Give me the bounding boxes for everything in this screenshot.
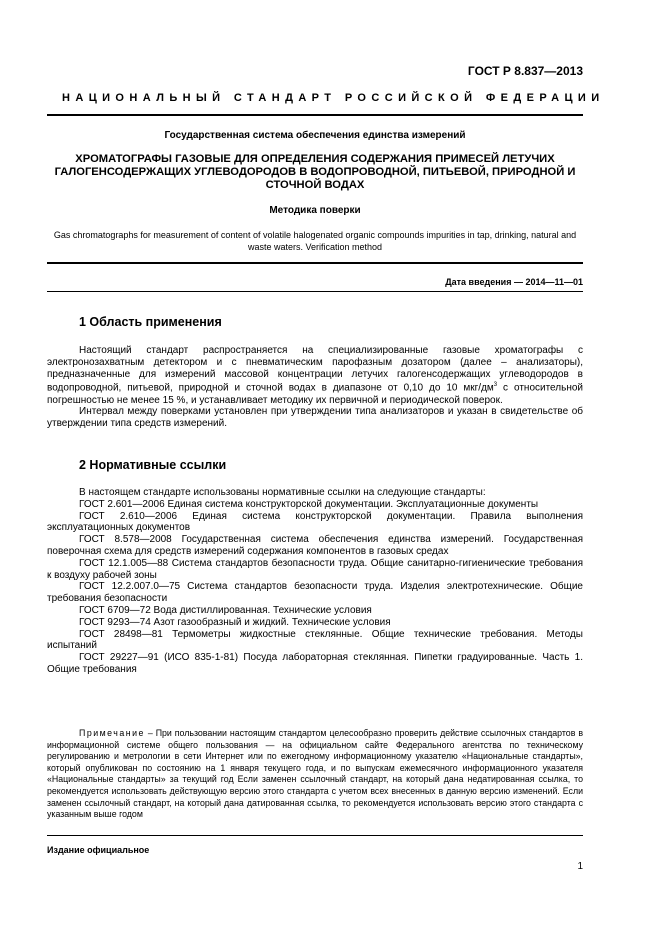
refs-intro: В настоящем стандарте использованы нормативные ссылки на следующие стандарты: <box>79 487 486 498</box>
system-title: Государственная система обеспечения единства измерений <box>164 130 466 141</box>
ref-item: ГОСТ 12.1.005—88 Система стандартов безопасности труда. Общие санитарно-гигиенические требования к воздуху рабочей зоны <box>47 557 583 581</box>
section-2-body <box>47 487 583 676</box>
ref-item: ГОСТ 28498—81 Термометры жидкостные стеклянные. Общие технические требования. Методы испытаний <box>47 628 583 652</box>
interval-paragraph: Интервал между поверками установлен при утверждении типа анализаторов и указан в свидетельстве об утверждении типа средств измерений. <box>47 406 583 430</box>
references-note <box>47 728 583 821</box>
date-divider <box>47 291 583 292</box>
title-divider <box>47 262 583 264</box>
standard-banner: НАЦИОНАЛЬНЫЙ СТАНДАРТ РОССИЙСКОЙ ФЕДЕРАЦИИ <box>62 92 605 104</box>
ref-item: ГОСТ 9293—74 Азот газообразный и жидкий. Технические условия <box>79 616 391 628</box>
ref-item: ГОСТ 29227—91 (ИСО 835-1-81) Посуда лабораторная стеклянная. Пипетки градуированные. Часть 1. Общие требования <box>47 652 583 675</box>
section-2-heading: 2 Нормативные ссылки <box>79 458 227 472</box>
introduction-date: Дата введения — 2014—11—01 <box>445 277 583 287</box>
section-1-body <box>47 345 583 430</box>
edition-label: Издание официальное <box>47 845 150 855</box>
ref-item: ГОСТ 2.610—2006 Единая система конструкторской документации. Правила выполнения эксплуатационных документов <box>47 510 583 534</box>
document-code: ГОСТ Р 8.837—2013 <box>467 64 583 78</box>
note-text: – При пользовании настоящим стандартом целесообразно проверить действие ссылочных стандартов в информационной системе общего пользования — на официальном сайте Федерального агентства по техническому регулированию и метрологии в сети Интернет или по ежегодному информационному указателю «Национальные стандарты», который опубликован по состоянию на 1 января текущего года, и по выпускам ежемесячного информационного указателя «Национальные стандарты» за текущий год Если заменен ссылочный стандарт, на который дана недатированная ссылка, то рекомендуется использовать действующую версию этого стандарта с учетом всех внесенных в данную версию изменений. Если заменен ссылочный стандарт, на который дана датированная ссылка, то рекомендуется использовать версию этого стандарта с указанным выше годом <box>47 728 583 820</box>
header-divider <box>47 114 583 116</box>
ref-item: ГОСТ 12.2.007.0—75 Система стандартов безопасности труда. Изделия электротехнические. Общие требования безопасности <box>47 581 583 605</box>
ref-item: ГОСТ 6709—72 Вода дистиллированная. Технические условия <box>79 604 372 616</box>
scope-paragraph: Настоящий стандарт распространяется на специализированные газовые хроматографы с электронозахватным детектором и с пневматическим парофазным дозатором (далее – анализаторы), предназначенные для измерений массовой концентрации летучих галогенсодержащих углеводородов в водопроводной, питьевой, природной и сточной водах в диапазоне от 0,10 до 10 мкг/$дм^3$ с относительной погрешностью не менее 15 %, и устанавливает методику их первичной и периодической поверок. <box>47 345 584 406</box>
ref-item: ГОСТ 2.601—2006 Единая система конструкторской документации. Эксплуатационные документы <box>79 498 539 510</box>
footer-divider <box>47 835 583 836</box>
method-subtitle: Методика поверки <box>269 205 361 216</box>
document-title: ХРОМАТОГРАФЫ ГАЗОВЫЕ ДЛЯ ОПРЕДЕЛЕНИЯ СОДЕРЖАНИЯ ПРИМЕСЕЙ ЛЕТУЧИХ ГАЛОГЕНСОДЕРЖАЩИХ УГЛЕВОДОРОДОВ В ВОДОПРОВОДНОЙ, ПИТЬЕВОЙ, ПРИРОДНОЙ И СТОЧНОЙ ВОДАХ <box>54 153 576 191</box>
note-label: Примечание <box>79 728 145 738</box>
ref-item: ГОСТ 8.578—2008 Государственная система обеспечения единства измерений. Государственная поверочная схема для средств измерений содержания компонентов в газовых средах <box>47 534 583 557</box>
english-title: Gas chromatographs for measurement of content of volatile halogenated organic compounds impurities in tap, drinking, natural and waste waters. Verification method <box>53 230 577 252</box>
page-number: 1 <box>577 861 583 872</box>
section-1-heading: 1 Область применения <box>79 315 222 329</box>
